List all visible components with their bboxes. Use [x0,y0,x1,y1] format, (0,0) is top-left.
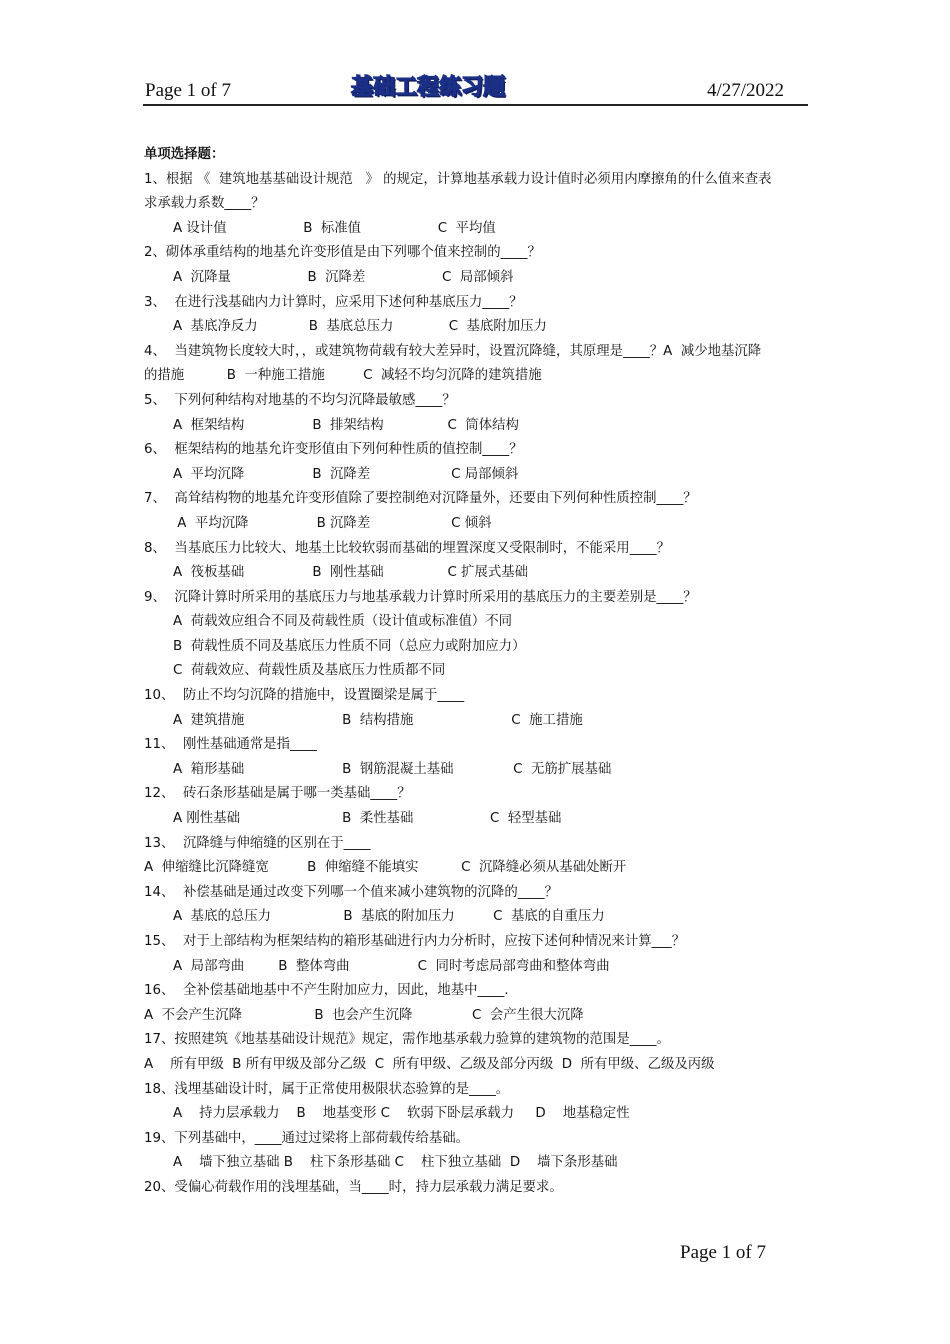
question-list [144,143,814,1201]
text-line: A 不会产生沉降 B 也会产生沉降 C 会产生很大沉降 [144,1007,584,1023]
text-line: 8、 当基底压力比较大、地基土比较软弱而基础的埋置深度又受限制时，不能采用____？ [144,540,670,556]
text-line: A 持力层承载力 B 地基变形 C 软弱下卧层承载力 D 地基稳定性 [173,1106,630,1122]
text-line: 4、 当建筑物长度较大时，，或建筑物荷载有较大差异时，设置沉降缝，其原理是____？A 减少地基沉降 [144,343,762,359]
text-line: C 荷载效应、荷载性质及基底压力性质都不同 [173,663,446,679]
text-line: 9、 沉降计算时所采用的基底压力与地基承载力计算时所采用的基底压力的主要差别是____？ [144,589,697,605]
text-line: 7、 高耸结构物的地基允许变形值除了要控制绝对沉降量外，还要由下列何种性质控制____？ [144,491,697,507]
text-line: 19、下列基础中，____通过过梁将上部荷载传给基础。 [144,1130,470,1146]
text-line: 15、 对于上部结构为框架结构的箱形基础进行内力分析时，应按下述何种情况来计算___？ [144,934,686,949]
text-line: 10、 防止不均匀沉降的措施中，设置圈梁是属于____ [144,688,465,704]
header-date: 4/27/2022 [706,80,784,101]
header-page-number: Page 1 of 7 [145,80,232,101]
text-line: 1、根据 《 建筑地基基础设计规范 》 的规定，计算地基承载力设计值时必须用内摩擦角的什么值来查表 [144,171,772,187]
text-line: A 荷载效应组合不同及荷载性质（设计值或标准值）不同 [173,614,513,630]
text-line: 的措施 B 一种施工措施 C 减轻不均匀沉降的建筑措施 [144,368,542,384]
text-line: 3、 在进行浅基础内力计算时，应采用下述何种基底压力____？ [144,294,523,310]
text-line: 6、 框架结构的地基允许变形值由下列何种性质的值控制____？ [144,442,523,458]
text-line: A 箱形基础 B 钢筋混凝土基础 C 无筋扩展基础 [173,761,612,777]
text-line: A 设计值 B 标准值 C 平均值 [173,220,496,236]
text-line: A 所有甲级 B 所有甲级及部分乙级 C 所有甲级、乙级及部分丙级 D 所有甲级、乙级及丙级 [144,1056,715,1072]
text-line: 13、 沉降缝与伸缩缝的区别在于____ [144,835,371,851]
text-line: 单项选择题： [144,147,225,162]
text-line: A 筏板基础 B 刚性基础 C 扩展式基础 [173,565,529,581]
text-line: A 建筑措施 B 结构措施 C 施工措施 [173,712,583,728]
text-line: A 沉降量 B 沉降差 C 局部倾斜 [173,269,514,285]
text-line: A 基底净反力 B 基底总压力 C 基底附加压力 [173,319,547,335]
text-line: A 刚性基础 B 柔性基础 C 轻型基础 [173,811,562,827]
text-line: 5、 下列何种结构对地基的不均匀沉降最敏感____？ [144,392,456,408]
text-line: 2、砌体承重结构的地基允许变形值是由下列哪个值来控制的____？ [144,245,541,261]
text-line: A 伸缩缝比沉降缝宽 B 伸缩缝不能填实 C 沉降缝必须从基础处断开 [144,860,627,876]
text-line: 18、浅埋基础设计时，属于正常使用极限状态验算的是____。 [144,1081,510,1097]
text-line: 14、 补偿基础是通过改变下列哪一个值来减小建筑物的沉降的____？ [144,884,558,900]
text-line: 20、受偏心荷载作用的浅埋基础，当____时，持力层承载力满足要求。 [144,1179,563,1195]
text-line: A 墙下独立基础 B 柱下条形基础 C 柱下独立基础 D 墙下条形基础 [173,1155,618,1171]
footer-page-number: Page 1 of 7 [680,1242,767,1263]
text-line: 求承载力系数____？ [144,196,265,212]
text-line: 11、 刚性基础通常是指____ [144,737,317,753]
text-line: B 荷载性质不同及基底压力性质不同（总应力或附加应力） [173,638,526,654]
text-line: A 框架结构 B 排架结构 C 筒体结构 [173,417,519,433]
text-line: A 平均沉降 B 沉降差 C 倾斜 [173,515,492,531]
text-line: 16、 全补偿基础地基中不产生附加应力，因此，地基中____. [144,983,509,999]
text-line: A 局部弯曲 B 整体弯曲 C 同时考虑局部弯曲和整体弯曲 [173,958,610,974]
text-line: 17、按照建筑《地基基础设计规范》规定，需作地基承载力验算的建筑物的范围是____。 [144,1032,670,1048]
text-line: A 平均沉降 B 沉降差 C 局部倾斜 [173,466,519,482]
document-title: 基础工程练习题 [351,75,506,100]
text-line: A 基底的总压力 B 基底的附加压力 C 基底的自重压力 [173,909,605,925]
text-line: 12、 砖石条形基础是属于哪一类基础____？ [144,786,411,802]
page-header [143,68,808,106]
